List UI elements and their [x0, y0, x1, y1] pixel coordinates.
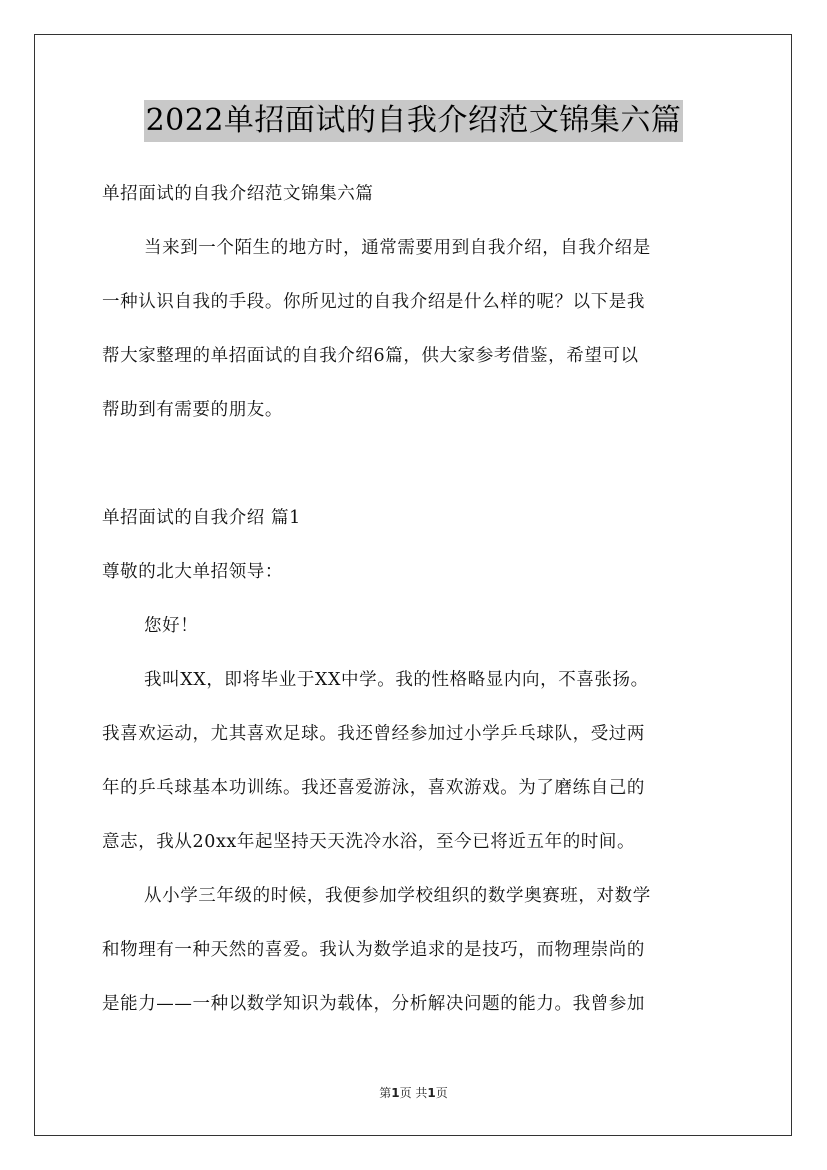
- paragraph-line: 我喜欢运动，尤其喜欢足球。我还曾经参加过小学乒乓球队，受过两: [102, 724, 645, 744]
- paragraph-line: 是能力——一种以数学知识为载体，分析解决问题的能力。我曾参加: [102, 994, 645, 1014]
- paragraph-line: 帮助到有需要的朋友。: [102, 400, 283, 420]
- section-heading: 单招面试的自我介绍 篇1: [102, 508, 301, 528]
- page-current-number: 1: [391, 1086, 400, 1100]
- paragraph-line: 意志，我从20xx年起坚持天天洗冷水浴，至今已将近五年的时间。: [102, 832, 636, 852]
- title-container: [0, 100, 827, 142]
- paragraph-line: 帮大家整理的单招面试的自我介绍6篇，供大家参考借鉴，希望可以: [102, 346, 639, 366]
- paragraph-line: 当来到一个陌生的地方时，通常需要用到自我介绍，自我介绍是: [144, 238, 651, 258]
- greeting-line: 您好！: [144, 616, 199, 636]
- document-title: 2022单招面试的自我介绍范文锦集六篇: [144, 100, 684, 142]
- page-prefix: 第: [379, 1086, 392, 1100]
- page-mid: 页 共: [399, 1086, 428, 1100]
- page-footer: [0, 1084, 827, 1101]
- page-total-number: 1: [427, 1086, 436, 1100]
- subtitle-line: 单招面试的自我介绍范文锦集六篇: [102, 184, 374, 204]
- salutation-line: 尊敬的北大单招领导：: [102, 562, 283, 582]
- paragraph-line: 年的乒乓球基本功训练。我还喜爱游泳，喜欢游戏。为了磨练自己的: [102, 778, 645, 798]
- page-suffix: 页: [435, 1086, 448, 1100]
- paragraph-line: 一种认识自我的手段。你所见过的自我介绍是什么样的呢？以下是我: [102, 292, 645, 312]
- blank-line: [102, 446, 726, 500]
- paragraph-line: 和物理有一种天然的喜爱。我认为数学追求的是技巧，而物理崇尚的: [102, 940, 645, 960]
- paragraph-line: 我叫XX，即将毕业于XX中学。我的性格略显内向，不喜张扬。: [144, 670, 649, 690]
- document-body: [102, 176, 726, 1040]
- paragraph-line: 从小学三年级的时候，我便参加学校组织的数学奥赛班，对数学: [144, 886, 651, 906]
